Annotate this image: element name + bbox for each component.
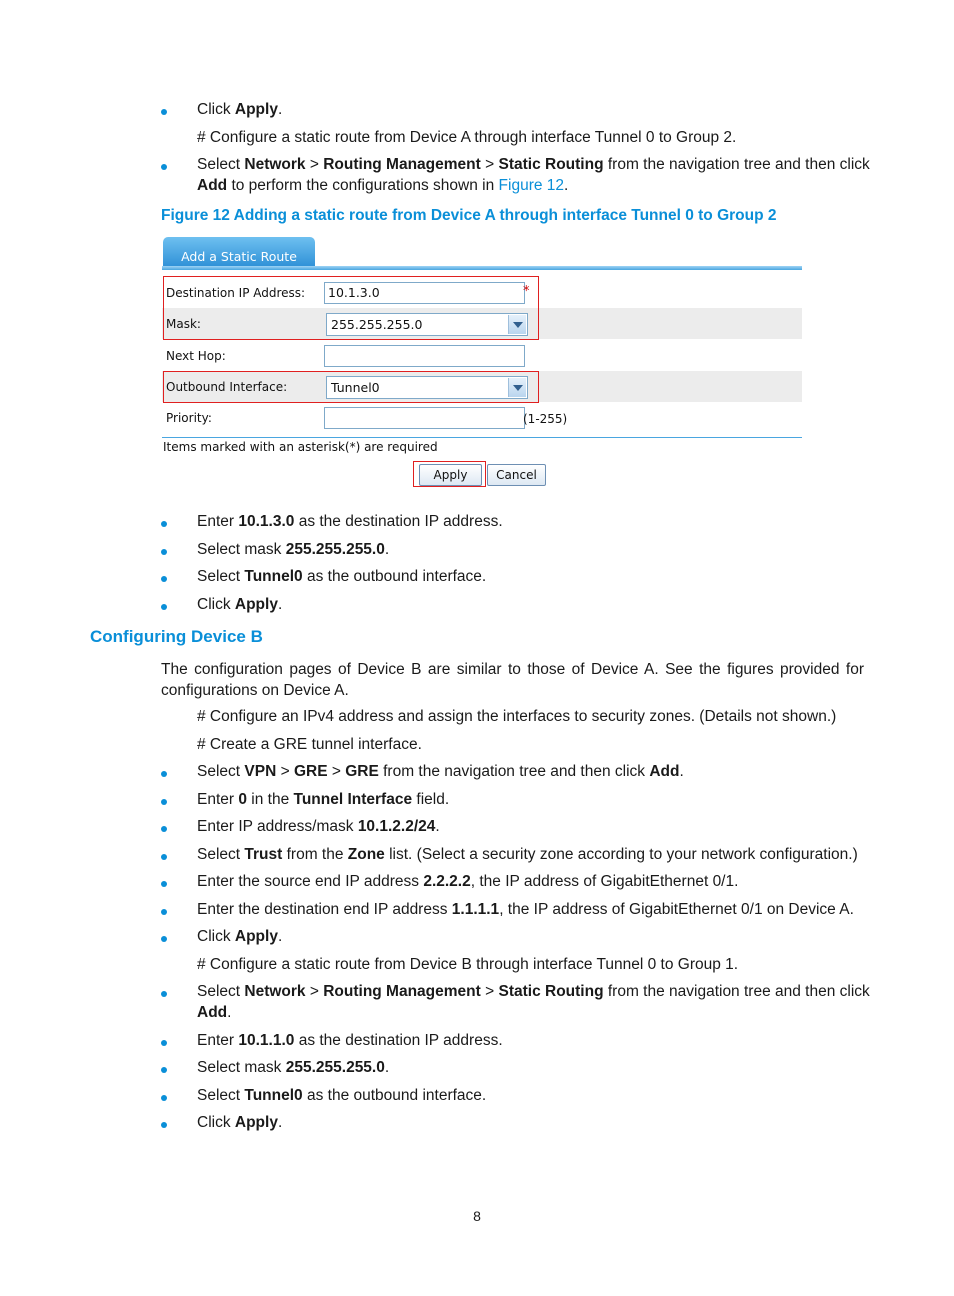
highlight-box-destination-mask	[163, 276, 539, 340]
destination-label: Destination IP Address:	[166, 286, 306, 300]
step-text: Select	[197, 846, 245, 863]
step-text: .	[435, 818, 440, 835]
bullet-icon	[161, 1095, 167, 1101]
step-text: >	[305, 983, 324, 1000]
apply-button[interactable]: Apply	[419, 464, 482, 486]
step-b-1	[197, 1031, 503, 1051]
highlight-box-apply	[413, 461, 486, 487]
step-bold: 1.1.1.1	[451, 901, 500, 918]
step-text: Enter	[197, 1032, 239, 1049]
figure-link[interactable]: Figure 12	[498, 177, 565, 194]
step-bold: Tunnel0	[244, 568, 303, 585]
step-bold: Routing Management	[323, 156, 481, 173]
step-select-nav	[197, 155, 870, 175]
step-bold: Apply	[234, 596, 278, 613]
bullet-icon	[161, 576, 167, 582]
highlight-box-outbound-interface	[163, 371, 539, 403]
step-gre-5	[197, 900, 854, 920]
step-bold: Network	[244, 156, 306, 173]
step-text: .	[679, 763, 684, 780]
step-text: from the navigation tree and then click	[603, 983, 870, 1000]
step-b-4	[197, 1113, 282, 1133]
bullet-icon	[161, 991, 167, 997]
step-static-nav-cont	[197, 1003, 231, 1023]
step-text: Select	[197, 156, 245, 173]
step-gre-6	[197, 927, 282, 947]
step-text: Click	[197, 101, 235, 118]
step-bold: Routing Management	[323, 983, 481, 1000]
step-bold: 2.2.2.2	[423, 873, 471, 890]
step-bold: Apply	[234, 1114, 278, 1131]
bullet-icon	[161, 771, 167, 777]
bullet-icon	[161, 881, 167, 887]
step-bold: Static Routing	[498, 156, 604, 173]
step-bold: Apply	[234, 928, 278, 945]
step-text: as the destination IP address.	[294, 513, 503, 530]
step-bold: Static Routing	[498, 983, 604, 1000]
step-bold: 0	[238, 791, 247, 808]
mask-label: Mask:	[166, 317, 201, 331]
step-text: Enter IP address/mask	[197, 818, 358, 835]
step-text: from the	[282, 846, 348, 863]
bullet-icon	[161, 549, 167, 555]
step-text: >	[480, 156, 499, 173]
bullet-icon	[161, 1067, 167, 1073]
step-b-3	[197, 1086, 486, 1106]
comment-static-a: # Configure a static route from Device A through interface Tunnel 0 to Group 2.	[197, 129, 737, 146]
step-text: .	[564, 177, 569, 194]
step-gre-1	[197, 790, 449, 810]
step-text: Select mask	[197, 1059, 286, 1076]
bullet-icon	[161, 1122, 167, 1128]
form-divider	[162, 437, 802, 438]
step-text: Click	[197, 1114, 235, 1131]
step-text: in the	[246, 791, 294, 808]
step-text: .	[384, 541, 390, 558]
step-text: Select	[197, 763, 245, 780]
paragraph-line: The configuration pages of Device B are similar to those of Device A. See the figures provided for	[161, 661, 864, 678]
step-bold: Network	[244, 983, 306, 1000]
comment-ipv4: # Configure an IPv4 address and assign the interfaces to security zones. (Details not shown.)	[197, 708, 837, 725]
step-text: as the destination IP address.	[294, 1032, 503, 1049]
required-asterisk: *	[523, 284, 530, 299]
step-text: Enter	[197, 791, 239, 808]
tab-bar	[162, 266, 802, 270]
comment-static-b: # Configure a static route from Device B through interface Tunnel 0 to Group 1.	[197, 956, 739, 973]
step-bold: Add	[649, 763, 680, 780]
bullet-icon	[161, 109, 167, 115]
step-bold: VPN	[244, 763, 277, 780]
step-bold: Trust	[244, 846, 283, 863]
step-text: .	[277, 1114, 283, 1131]
bullet-icon	[161, 1040, 167, 1046]
bullet-icon	[161, 604, 167, 610]
step-bold: Add	[197, 1004, 228, 1021]
step-bold: 10.1.3.0	[238, 513, 295, 530]
priority-input[interactable]	[324, 407, 525, 429]
step-click-apply	[197, 100, 282, 120]
required-note: Items marked with an asterisk(*) are required	[163, 440, 438, 454]
step-select-nav-cont	[197, 176, 568, 196]
step-text: as the outbound interface.	[302, 1087, 487, 1104]
step-bold: GRE	[293, 763, 328, 780]
figure-caption: Figure 12 Adding a static route from Device A through interface Tunnel 0 to Group 2	[161, 207, 777, 224]
tab-add-static-route[interactable]: Add a Static Route	[163, 237, 315, 268]
bullet-icon	[161, 521, 167, 527]
step-text: Select	[197, 983, 245, 1000]
step-a-2	[197, 540, 389, 560]
step-text: Click	[197, 928, 235, 945]
outbound-interface-value: Tunnel0	[331, 380, 380, 395]
step-gre-3	[197, 845, 858, 865]
step-text: >	[276, 763, 294, 780]
step-a-4	[197, 595, 282, 615]
step-text: >	[327, 763, 346, 780]
step-text: as the outbound interface.	[302, 568, 487, 585]
next-hop-input[interactable]	[324, 345, 525, 367]
step-b-2	[197, 1058, 389, 1078]
paragraph-line: configurations on Device A.	[161, 682, 349, 699]
step-bold: 10.1.2.2/24	[357, 818, 436, 835]
step-text: .	[277, 101, 283, 118]
step-bold: 255.255.255.0	[285, 541, 385, 558]
bullet-icon	[161, 909, 167, 915]
destination-ip-input[interactable]: 10.1.3.0	[324, 282, 525, 304]
bullet-icon	[161, 854, 167, 860]
bullet-icon	[161, 826, 167, 832]
priority-label: Priority:	[166, 411, 212, 425]
step-a-3	[197, 567, 486, 587]
step-text: Enter the source end IP address	[197, 873, 424, 890]
row-next-hop	[162, 340, 802, 371]
step-static-nav	[197, 982, 870, 1002]
outbound-interface-label: Outbound Interface:	[166, 380, 288, 394]
step-text: .	[277, 596, 283, 613]
section-paragraph	[161, 659, 864, 701]
static-route-figure	[162, 236, 802, 492]
page-number: 8	[473, 1208, 481, 1224]
step-a-1	[197, 512, 503, 532]
step-text: >	[305, 156, 324, 173]
bullet-icon	[161, 936, 167, 942]
step-bold: Apply	[234, 101, 278, 118]
step-gre-nav	[197, 762, 684, 782]
step-bold: Tunnel Interface	[293, 791, 413, 808]
step-text: Select	[197, 568, 245, 585]
step-bold: Add	[197, 177, 228, 194]
step-text: field.	[412, 791, 450, 808]
step-text: .	[227, 1004, 232, 1021]
next-hop-label: Next Hop:	[166, 349, 226, 363]
row-priority	[162, 402, 802, 433]
bullet-icon	[161, 164, 167, 170]
step-bold: 255.255.255.0	[285, 1059, 385, 1076]
step-text: Select mask	[197, 541, 286, 558]
step-text: Select	[197, 1087, 245, 1104]
step-text: .	[277, 928, 283, 945]
step-bold: GRE	[345, 763, 379, 780]
priority-range: (1-255)	[523, 412, 568, 426]
mask-value: 255.255.255.0	[331, 317, 423, 332]
step-gre-2	[197, 817, 440, 837]
step-bold: Zone	[347, 846, 385, 863]
comment-gre: # Create a GRE tunnel interface.	[197, 736, 422, 753]
step-text: .	[384, 1059, 390, 1076]
step-text: Click	[197, 596, 235, 613]
step-text: from the navigation tree and then click	[378, 763, 650, 780]
step-text: from the navigation tree and then click	[603, 156, 870, 173]
step-text: Enter	[197, 513, 239, 530]
step-bold: 10.1.1.0	[238, 1032, 295, 1049]
step-text: to perform the configurations shown in	[227, 177, 499, 194]
cancel-button[interactable]: Cancel	[487, 464, 546, 486]
step-text: Enter the destination end IP address	[197, 901, 452, 918]
step-text: , the IP address of GigabitEthernet 0/1 on Device A.	[499, 901, 854, 918]
step-bold: Tunnel0	[244, 1087, 303, 1104]
bullet-icon	[161, 799, 167, 805]
step-gre-4	[197, 872, 738, 892]
section-title: Configuring Device B	[90, 627, 263, 646]
step-text: , the IP address of GigabitEthernet 0/1.	[470, 873, 739, 890]
step-text: list. (Select a security zone according to your network configuration.)	[384, 846, 858, 863]
step-text: >	[480, 983, 499, 1000]
